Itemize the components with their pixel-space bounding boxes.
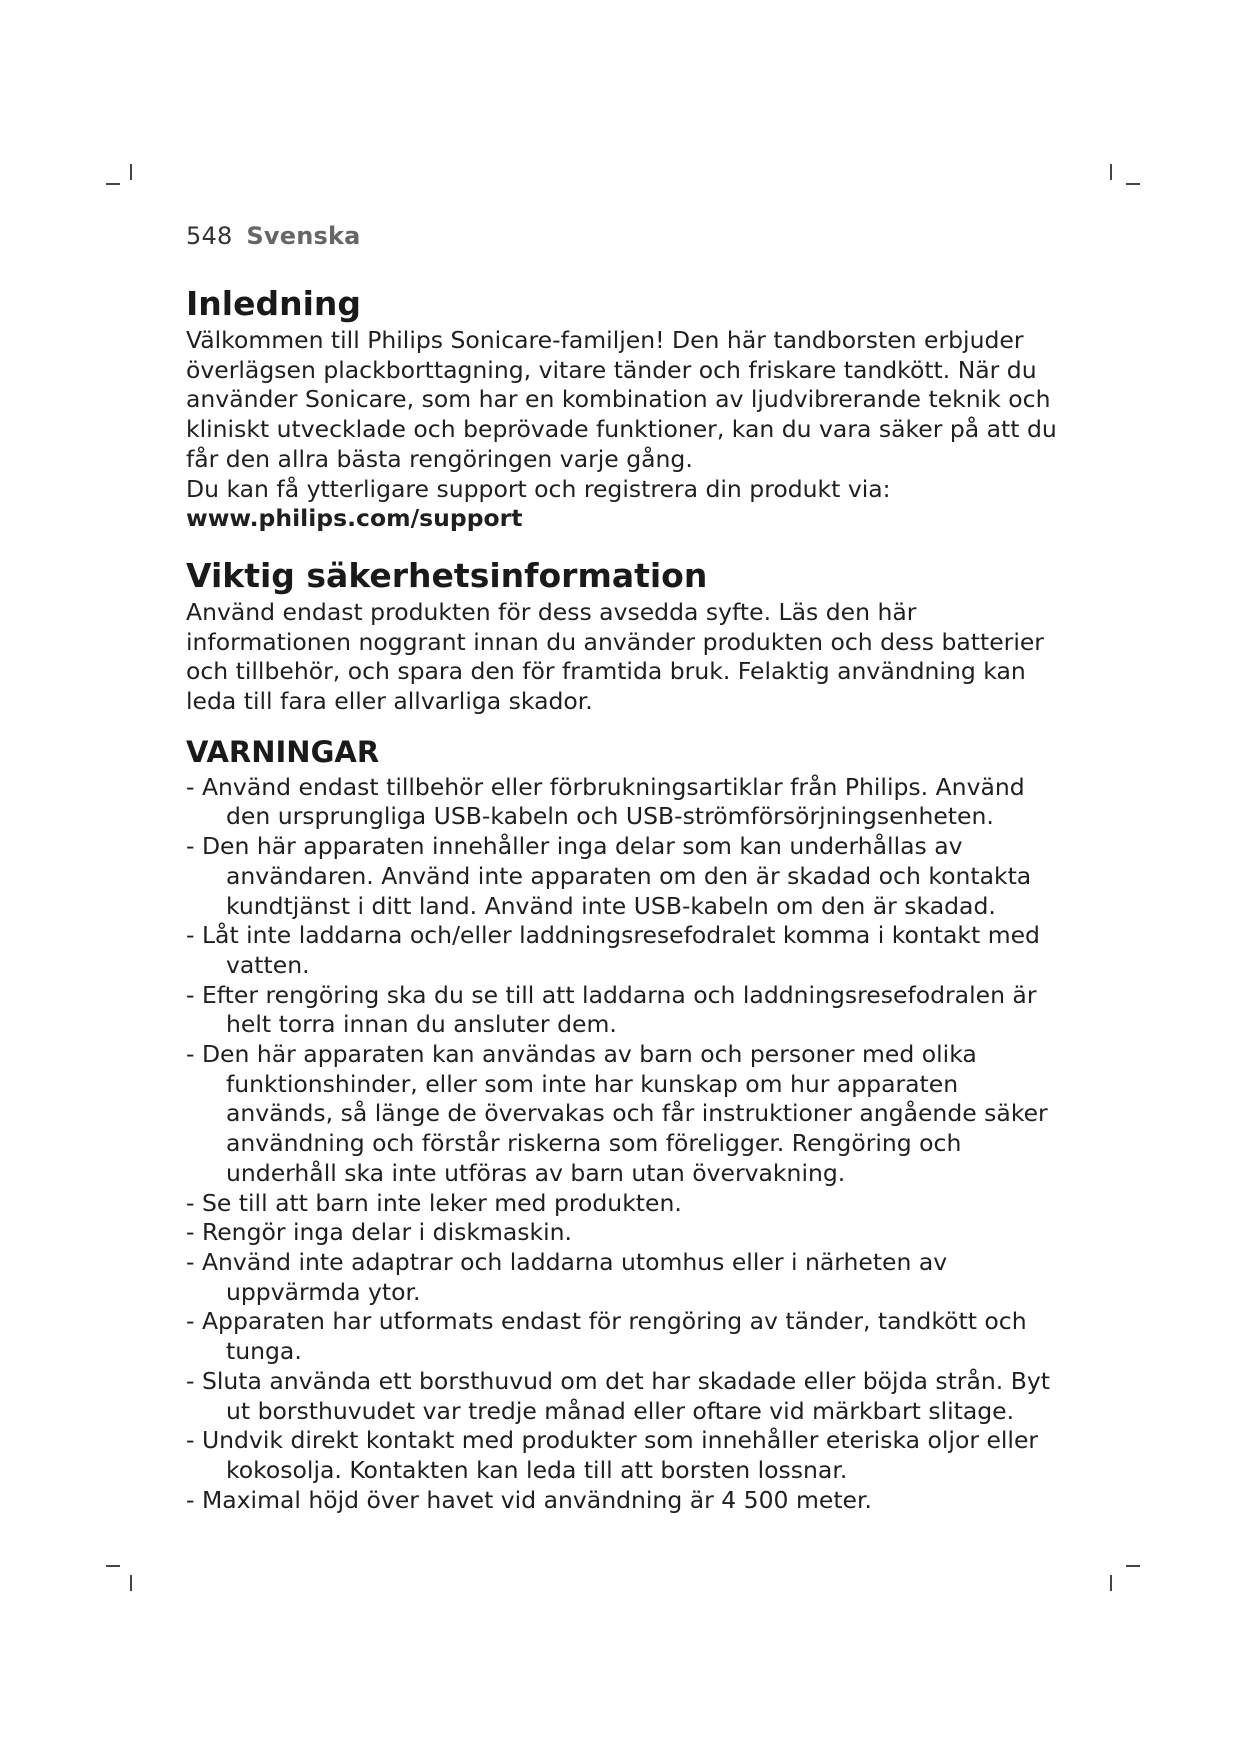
crop-mark bbox=[1126, 183, 1140, 185]
warnings-heading: VARNINGAR bbox=[186, 734, 380, 769]
list-item: - Efter rengöring ska du se till att laddarna och laddningsresefodralen är helt torra innan du ansluter dem. bbox=[186, 981, 1066, 1040]
crop-mark bbox=[1110, 1575, 1112, 1591]
page-header bbox=[186, 222, 361, 250]
safety-heading: Viktig säkerhetsinformation bbox=[186, 555, 708, 595]
intro-paragraph: Välkommen till Philips Sonicare-familjen! Den här tandborsten erbjuder överlägsen plackborttagning, vitare tänder och friskare tandkött. När du använder Sonicare, som har en kombination av ljudvibrerande teknik och kliniskt utvecklade och beprövade funktioner, kan du vara säker på att du får den allra bästa rengöringen varje gång. bbox=[186, 326, 1057, 473]
support-text: Du kan få ytterligare support och registrera din produkt via: bbox=[186, 474, 891, 503]
list-item: - Se till att barn inte leker med produkten. bbox=[186, 1189, 1066, 1219]
safety-paragraph: Använd endast produkten för dess avsedda syfte. Läs den här informationen noggrant innan du använder produkten och dess batterier och tillbehör, och spara den för framtida bruk. Felaktig användning kan leda till fara eller allvarliga skador. bbox=[186, 597, 1044, 716]
language-label: Svenska bbox=[246, 222, 361, 250]
crop-mark bbox=[106, 1565, 120, 1567]
list-item: - Använd endast tillbehör eller förbrukningsartiklar från Philips. Använd den ursprungliga USB-kabeln och USB-strömförsörjningsenheten. bbox=[186, 773, 1066, 832]
crop-mark bbox=[106, 183, 120, 185]
intro-heading: Inledning bbox=[186, 284, 362, 323]
list-item: - Låt inte laddarna och/eller laddningsresefodralet komma i kontakt med vatten. bbox=[186, 921, 1066, 980]
page-number: 548 bbox=[186, 222, 233, 250]
crop-mark bbox=[130, 164, 132, 180]
list-item: - Undvik direkt kontakt med produkter som innehåller eteriska oljor eller kokosolja. Kontakten kan leda till att borsten lossnar. bbox=[186, 1426, 1066, 1485]
list-item: - Den här apparaten kan användas av barn och personer med olika funktionshinder, eller som inte har kunskap om hur apparaten används, så länge de övervakas och får instruktioner angående säker användning och förstår riskerna som föreligger. Rengöring och underhåll ska inte utföras av barn utan övervakning. bbox=[186, 1040, 1066, 1189]
crop-mark bbox=[1110, 164, 1112, 180]
intro-section bbox=[186, 282, 1066, 534]
page-content bbox=[186, 282, 1066, 1515]
list-item: - Maximal höjd över havet vid användning är 4 500 meter. bbox=[186, 1486, 1066, 1516]
list-item: - Den här apparaten innehåller inga delar som kan underhållas av användaren. Använd inte apparaten om den är skadad och kontakta kundtjänst i ditt land. Använd inte USB-kabeln om den är skadad. bbox=[186, 832, 1066, 921]
crop-mark bbox=[1126, 1565, 1140, 1567]
list-item: - Sluta använda ett borsthuvud om det har skadade eller böjda strån. Byt ut borsthuvudet var tredje månad eller oftare vid märkbart slitage. bbox=[186, 1367, 1066, 1426]
support-url[interactable]: www.philips.com/support bbox=[186, 504, 523, 533]
warnings-section bbox=[186, 731, 1066, 1516]
list-item: - Apparaten har utformats endast för rengöring av tänder, tandkött och tunga. bbox=[186, 1307, 1066, 1366]
safety-section bbox=[186, 554, 1066, 717]
crop-mark bbox=[130, 1575, 132, 1591]
list-item: - Rengör inga delar i diskmaskin. bbox=[186, 1218, 1066, 1248]
list-item: - Använd inte adaptrar och laddarna utomhus eller i närheten av uppvärmda ytor. bbox=[186, 1248, 1066, 1307]
warnings-list bbox=[186, 773, 1066, 1516]
